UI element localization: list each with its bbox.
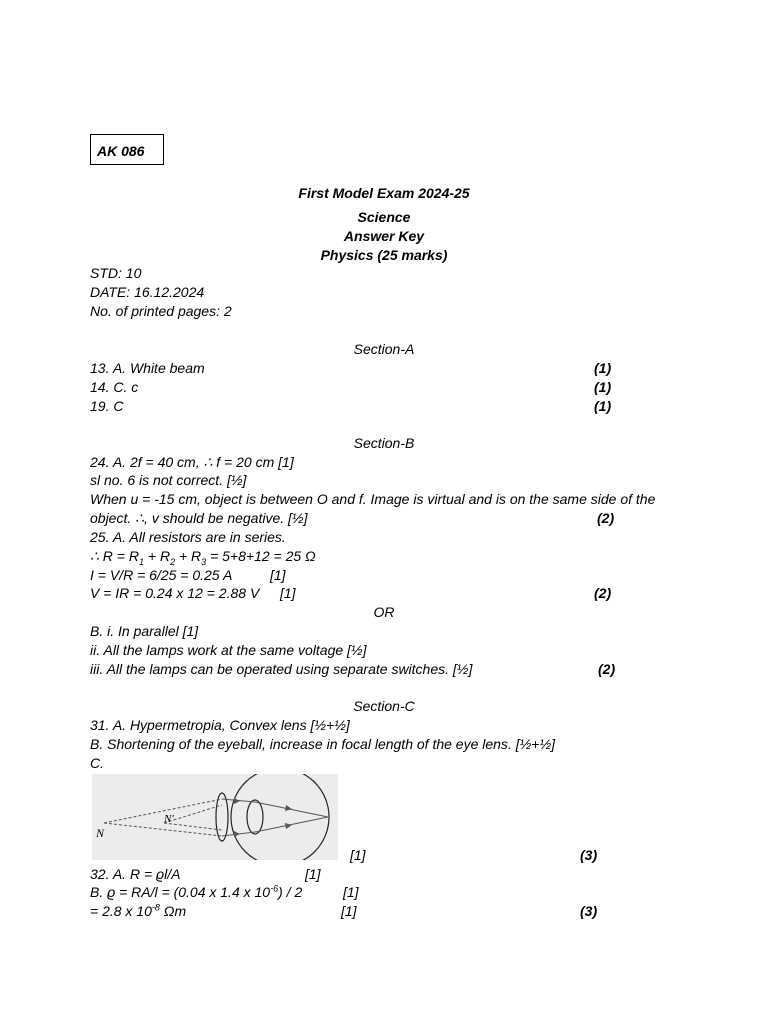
answer-32-line2: B. ϱ = RA/l = (0.04 x 1.4 x $10^{-6}) / 2$ [90, 883, 303, 900]
answer-25-voltage: V = IR = 0.24 x 12 = 2.88 V [90, 585, 260, 601]
label-n-prime: N' [164, 813, 174, 825]
exam-title: First Model Exam 2024-25 [298, 185, 470, 201]
answer-25-current-mark: [1] [270, 567, 286, 583]
mark-25: (2) [594, 585, 612, 601]
answer-25-resistance: ∴ $R = R_1 + R_2 + R_3 = 5+8+12 = 25$ Ω [90, 548, 316, 567]
date-line: DATE: 16.12.2024 [90, 284, 205, 300]
answer-25b-line1: B. i. In parallel [1] [90, 623, 199, 639]
answer-32-line2-mark: [1] [343, 884, 359, 900]
answer-25-current: I = V/R = 6/25 = 0.25 A [90, 567, 233, 583]
mark-31: (3) [580, 847, 598, 863]
pages-line: No. of printed pages: 2 [90, 303, 232, 319]
exam-code: AK 086 [97, 143, 145, 159]
answer-24-line2: sl no. 6 is not correct. [½] [90, 472, 247, 488]
answer-25-voltage-mark: [1] [280, 585, 296, 601]
or-divider: OR [373, 604, 395, 620]
mark-25b: (2) [598, 661, 616, 677]
std-line: STD: 10 [90, 265, 142, 281]
answer-31-line1: 31. A. Hypermetropia, Convex lens [½+½] [90, 717, 350, 733]
mark-14: (1) [594, 379, 612, 395]
mark-13: (1) [594, 360, 612, 376]
section-b-title: Section-B [353, 435, 415, 451]
answer-24-line1: 24. A. 2f = 40 cm, ∴ f = 20 cm [1] [90, 454, 294, 470]
answer-19: 19. C [90, 398, 124, 414]
section-c-title: Section-C [353, 698, 415, 714]
part-title: Physics (25 marks) [320, 247, 448, 263]
answer-24-line4: object. ∴, v should be negative. [½] [90, 510, 308, 526]
answer-32-line3: = 2.8 x $10^{-8}$ Ωm [90, 902, 187, 919]
hypermetropia-correction-diagram [92, 774, 338, 860]
answer-31-line3: C. [90, 755, 104, 771]
answer-24-line3: When u = -15 cm, object is between O and f. Image is virtual and is on the same side of the [90, 491, 656, 507]
mark-24: (2) [597, 510, 615, 526]
answer-25b-line3: iii. All the lamps can be operated using separate switches. [½] [90, 661, 473, 677]
subject-title: Science [357, 209, 411, 225]
answer-32-line1: 32. A. R = ϱl/A [90, 866, 181, 882]
doc-type-title: Answer Key [343, 228, 425, 244]
answer-25b-line2: ii. All the lamps work at the same voltage [½] [90, 642, 367, 658]
answer-14: 14. C. c [90, 379, 139, 395]
mark-32: (3) [580, 903, 598, 919]
answer-31-sub-mark: [1] [350, 847, 366, 863]
answer-32-line1-mark: [1] [305, 866, 321, 882]
answer-32-line3-mark: [1] [341, 903, 357, 919]
label-n: N [96, 826, 105, 840]
diagram-background [92, 774, 338, 860]
answer-25-line1: 25. A. All resistors are in series. [90, 529, 286, 545]
section-a-title: Section-A [353, 341, 415, 357]
mark-19: (1) [594, 398, 612, 414]
answer-13: 13. A. White beam [90, 360, 205, 376]
answer-31-line2: B. Shortening of the eyeball, increase in focal length of the eye lens. [½+½] [90, 736, 556, 752]
exam-code-box [90, 134, 164, 165]
